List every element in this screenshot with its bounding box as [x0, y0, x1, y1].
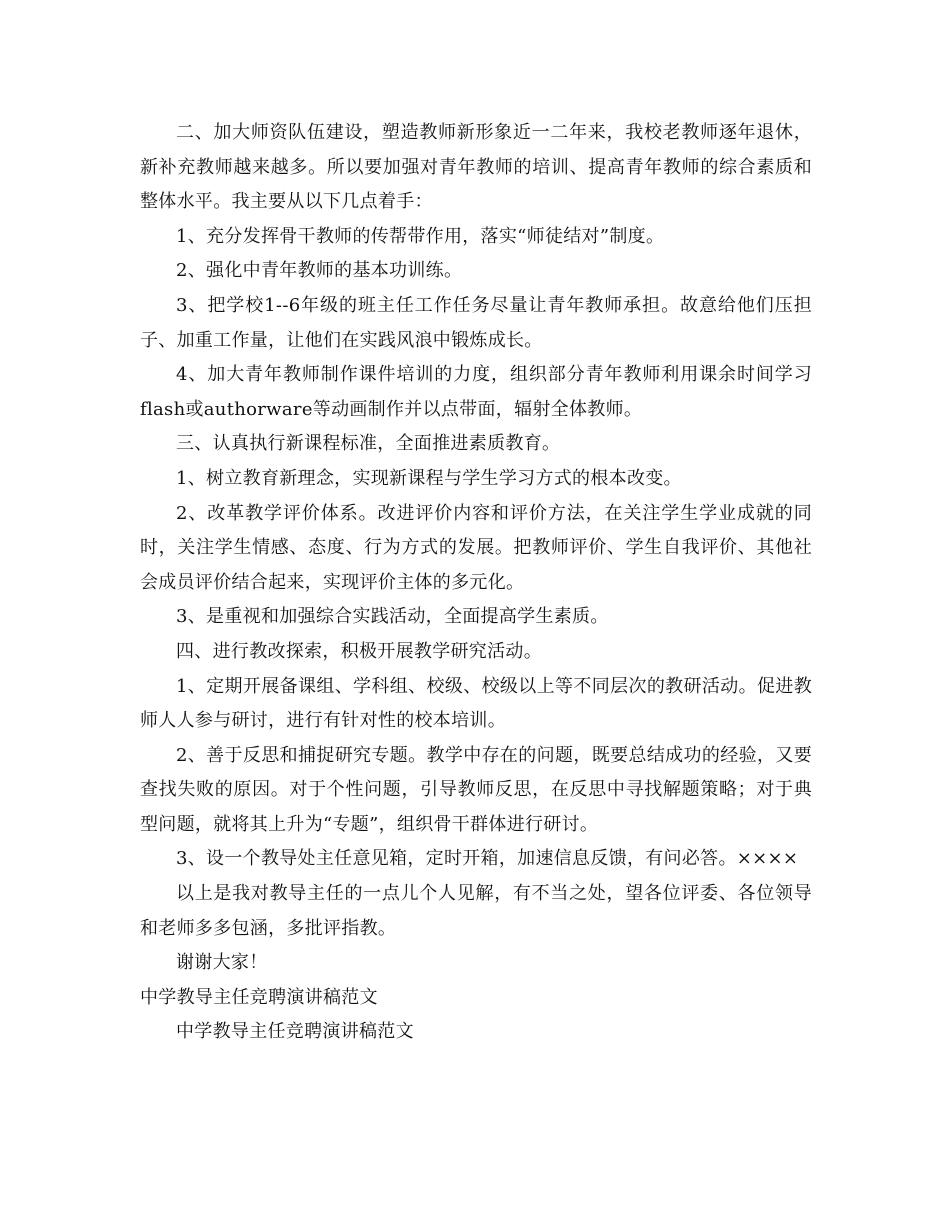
list-item: 3、设一个教导处主任意见箱，定时开箱，加速信息反馈，有问必答。××××: [176, 848, 799, 870]
list-item: 2、善于反思和捕捉研究专题。教学中存在的问题，既要总结成功的经验，又要查找失败的原因。对于个性问题，引导教师反思，在反思中寻找解题策略；对于典型问题，就将其上升为“专题”，组织骨干群体进行研讨。: [140, 744, 812, 835]
list-item: 4、加大青年教师制作课件培训的力度，组织部分青年教师利用课余时间学习flash或authorware等动画制作并以点带面，辐射全体教师。: [140, 364, 812, 420]
list-item: 3、把学校1--6年级的班主任工作任务尽量让青年教师承担。故意给他们压担子、加重工作量，让他们在实践风浪中锻炼成长。: [140, 294, 812, 351]
list-item: 1、树立教育新理念，实现新课程与学生学习方式的根本改变。: [176, 467, 682, 489]
section-three-heading: 三、认真执行新课程标准，全面推进素质教育。: [176, 433, 561, 455]
thanks-line: 谢谢大家！: [176, 952, 268, 974]
list-item: 1、充分发挥骨干教师的传帮带作用，落实“师徒结对”制度。: [176, 225, 665, 247]
list-item: 2、改革教学评价体系。改进评价内容和评价方法，在关注学生学业成就的同时，关注学生情感、态度、行为方式的发展。把教师评价、学生自我评价、其他社会成员评价结合起来，实现评价主体的多元化。: [140, 502, 812, 593]
section-two-paragraph: 二、加大师资队伍建设，塑造教师新形象近一二年来，我校老教师逐年退休，新补充教师越来越多。所以要加强对青年教师的培训、提高青年教师的综合素质和整体水平。我主要从以下几点着手：: [140, 122, 812, 213]
next-article-subtitle: 中学教导主任竞聘演讲稿范文: [176, 1021, 414, 1043]
next-article-title: 中学教导主任竞聘演讲稿范文: [140, 986, 378, 1008]
list-item: 2、强化中青年教师的基本功训练。: [176, 260, 463, 282]
closing-paragraph: 以上是我对教导主任的一点儿个人见解，有不当之处，望各位评委、各位领导和老师多多包涵，多批评指教。: [140, 883, 812, 939]
document-body: [140, 116, 812, 1050]
section-four-heading: 四、进行教改探索，积极开展教学研究活动。: [176, 640, 542, 662]
list-item: 3、是重视和加强综合实践活动，全面提高学生素质。: [176, 606, 609, 628]
list-item: 1、定期开展备课组、学科组、校级、校级以上等不同层次的教研活动。促进教师人人参与研讨，进行有针对性的校本培训。: [140, 675, 812, 732]
